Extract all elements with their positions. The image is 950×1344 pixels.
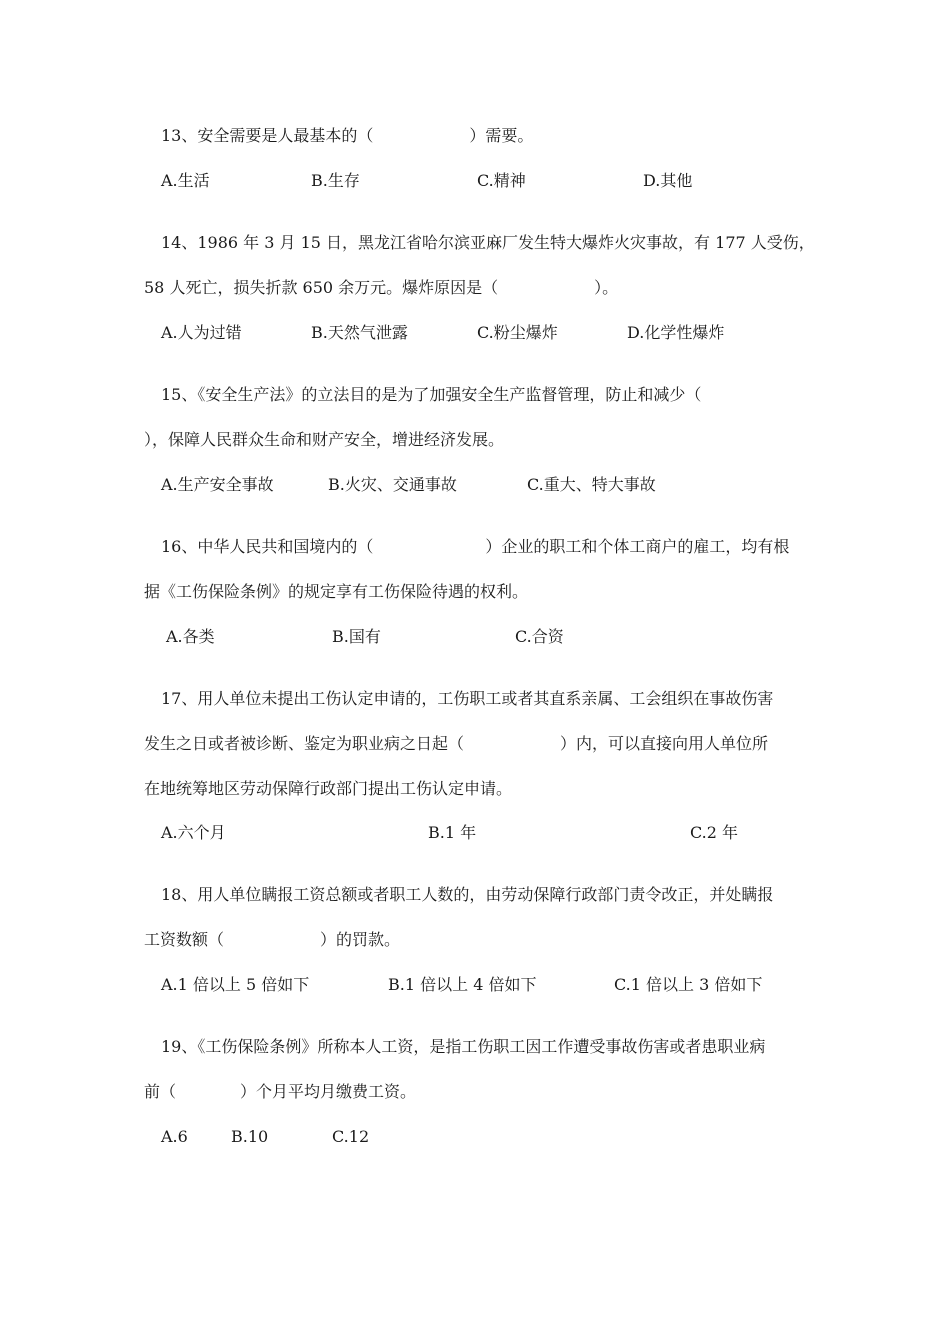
question-19-option-a: A.6 <box>161 1127 188 1146</box>
question-17-line-3: 在地统筹地区劳动保障行政部门提出工伤认定申请。 <box>144 779 513 798</box>
question-14-option-b: B.天然气泄露 <box>311 323 408 342</box>
question-16-option-a: A.各类 <box>166 627 215 646</box>
question-14-option-a: A.人为过错 <box>161 323 242 342</box>
question-15-line-1: 15、《安全生产法》的立法目的是为了加强安全生产监督管理，防止和减少（ <box>161 385 702 404</box>
question-15-option-c: C.重大、特大事故 <box>527 475 656 494</box>
question-14-option-d: D.化学性爆炸 <box>627 323 725 342</box>
question-15-option-b: B.火灾、交通事故 <box>328 475 457 494</box>
question-17-option-b: B.1 年 <box>428 823 477 842</box>
question-13-option-d: D.其他 <box>643 171 693 190</box>
question-16-line-1: 16、中华人民共和国境内的（ ）企业的职工和个体工商户的雇工，均有根 <box>161 537 790 556</box>
question-18-option-b: B.1 倍以上 4 倍如下 <box>388 975 537 994</box>
question-17-option-a: A.六个月 <box>161 823 226 842</box>
question-19-line-1: 19、《工伤保险条例》所称本人工资，是指工伤职工因工作遭受事故伤害或者患职业病 <box>161 1037 766 1056</box>
question-14-line-1: 14、1986 年 3 月 15 日，黑龙江省哈尔滨亚麻厂发生特大爆炸火灾事故，有 177 人受伤， <box>161 233 815 252</box>
question-14-line-2: 58 人死亡，损失折款 650 余万元。爆炸原因是（ ）。 <box>144 278 619 297</box>
question-18-line-1: 18、用人单位瞒报工资总额或者职工人数的，由劳动保障行政部门责令改正，并处瞒报 <box>161 885 774 904</box>
question-18-line-2: 工资数额（ ）的罚款。 <box>144 930 401 949</box>
question-19-line-2: 前（ ）个月平均月缴费工资。 <box>144 1082 417 1101</box>
question-13-option-a: A.生活 <box>161 171 210 190</box>
question-17-option-c: C.2 年 <box>690 823 739 842</box>
question-17-line-1: 17、用人单位未提出工伤认定申请的，工伤职工或者其直系亲属、工会组织在事故伤害 <box>161 689 774 708</box>
question-16-option-c: C.合资 <box>515 627 564 646</box>
question-16-option-b: B.国有 <box>332 627 381 646</box>
question-18-option-a: A.1 倍以上 5 倍如下 <box>161 975 310 994</box>
question-15-option-a: A.生产安全事故 <box>161 475 274 494</box>
question-19-option-c: C.12 <box>332 1127 370 1146</box>
question-16-line-2: 据《工伤保险条例》的规定享有工伤保险待遇的权利。 <box>144 582 529 601</box>
question-19-option-b: B.10 <box>231 1127 269 1146</box>
question-15-line-2: ），保障人民群众生命和财产安全，增进经济发展。 <box>144 430 505 449</box>
question-17-line-2: 发生之日或者被诊断、鉴定为职业病之日起（ ）内，可以直接向用人单位所 <box>144 734 769 753</box>
question-14-option-c: C.粉尘爆炸 <box>477 323 558 342</box>
question-13-option-b: B.生存 <box>311 171 360 190</box>
question-13-option-c: C.精神 <box>477 171 526 190</box>
question-18-option-c: C.1 倍以上 3 倍如下 <box>614 975 763 994</box>
question-13-line-1: 13、安全需要是人最基本的（ ）需要。 <box>161 126 534 145</box>
